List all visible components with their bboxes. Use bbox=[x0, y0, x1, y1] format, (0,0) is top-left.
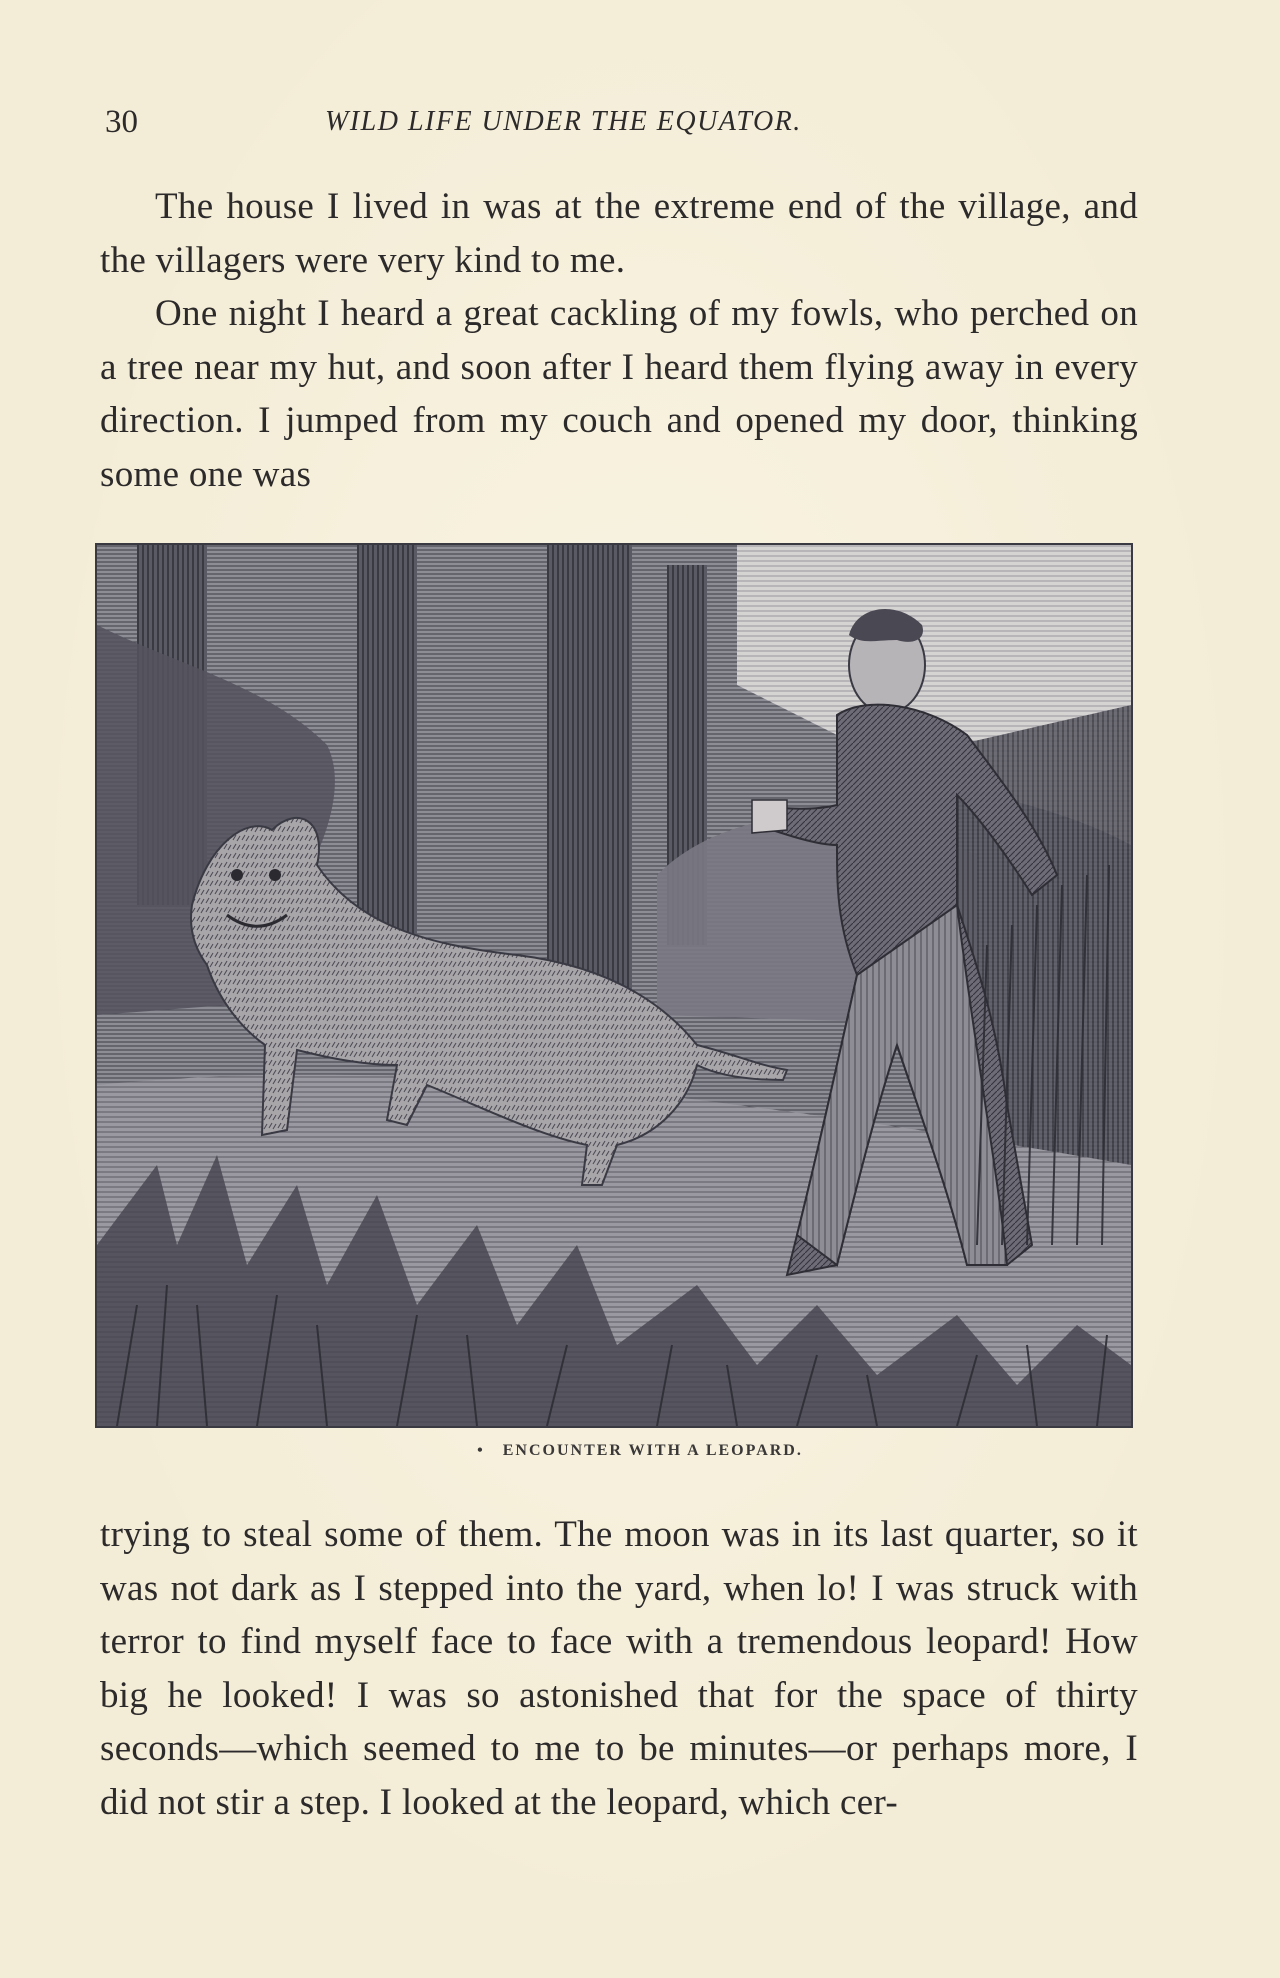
running-head bbox=[105, 104, 1135, 148]
paragraph: The house I lived in was at the extreme end of the village, and the villagers were very kind to me. bbox=[100, 186, 1138, 281]
text-block-bottom bbox=[100, 1508, 1138, 1829]
paragraph: One night I heard a great cackling of my fowls, who perched on a tree near my hut, and soon after I heard them flying away in every direction. I jumped from my couch and opened my door, thinking some one was bbox=[100, 293, 1138, 495]
caption-text: ENCOUNTER WITH A LEOPARD. bbox=[502, 1442, 803, 1459]
text-block-top bbox=[100, 180, 1138, 501]
engraving-leopard-encounter bbox=[97, 545, 1131, 1426]
page-number: 30 bbox=[105, 104, 138, 140]
engraving-illustration bbox=[95, 543, 1133, 1428]
running-title: WILD LIFE UNDER THE EQUATOR. bbox=[325, 106, 802, 137]
caption-mark: • bbox=[477, 1442, 485, 1459]
paragraph: trying to steal some of them. The moon was in its last quarter, so it was not dark as I stepped into the yard, when lo! I was struck with terror to find myself face to face with a tremendous leopard! How big he looked! I was so astonished that for the space of thirty seconds—which seemed to me to be minutes—or perhaps more, I did not stir a step. I looked at the leopard, which cer- bbox=[100, 1514, 1138, 1823]
illustration-caption bbox=[0, 1442, 1280, 1460]
